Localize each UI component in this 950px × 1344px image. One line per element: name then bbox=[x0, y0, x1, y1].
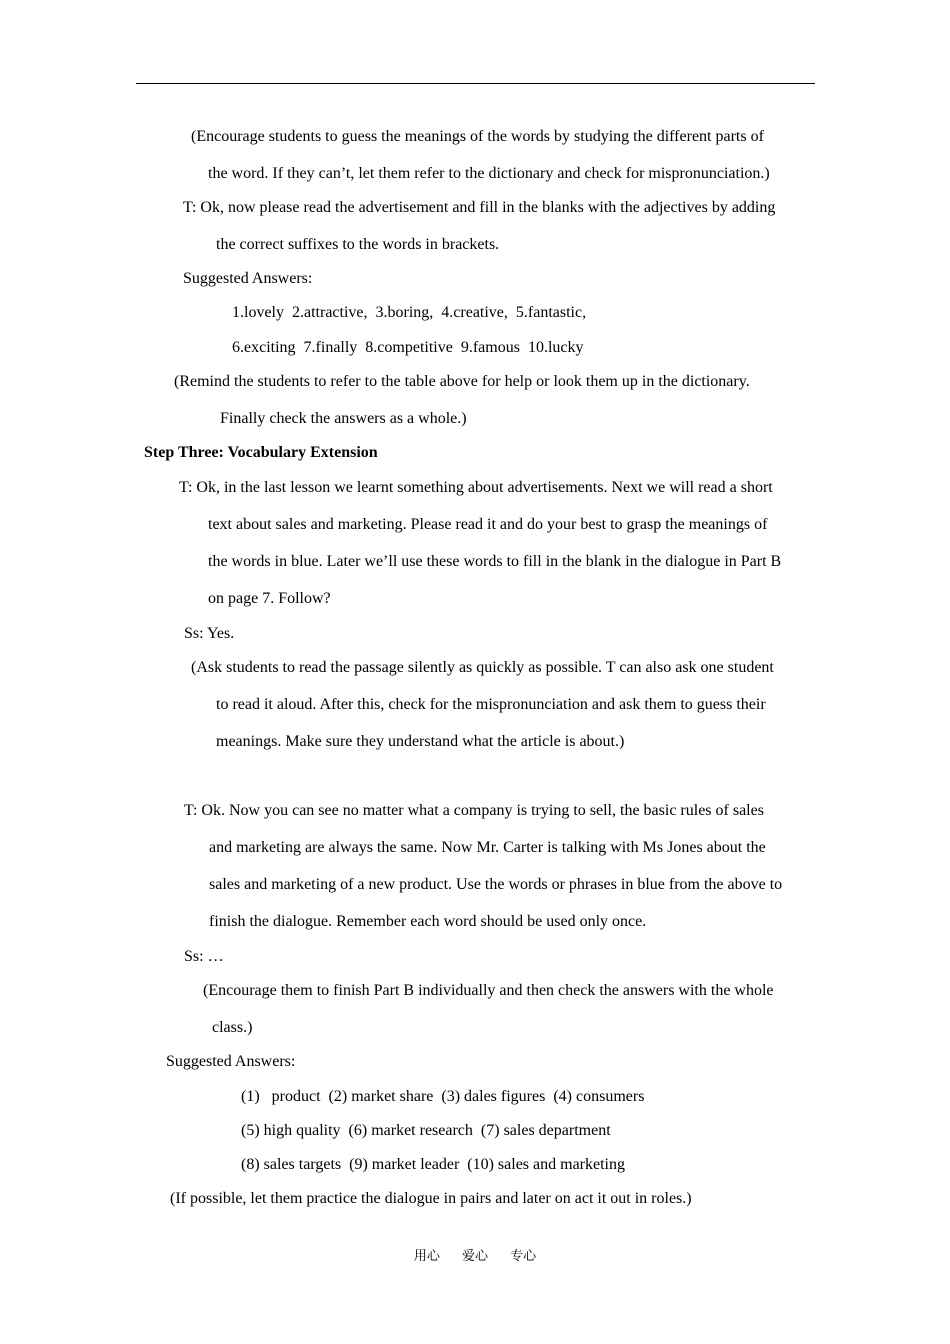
paragraph-line: Suggested Answers: bbox=[166, 1053, 296, 1070]
paragraph-line: finish the dialogue. Remember each word should be used only once. bbox=[209, 913, 647, 930]
paragraph-line: the word. If they can’t, let them refer to the dictionary and check for mispronunciation.) bbox=[208, 165, 770, 182]
paragraph-line: (If possible, let them practice the dialogue in pairs and later on act it out in roles.) bbox=[170, 1190, 692, 1207]
answer-line: (1) product (2) market share (3) dales figures (4) consumers bbox=[241, 1088, 645, 1105]
paragraph-line: (Encourage them to finish Part B individually and then check the answers with the whole bbox=[203, 982, 774, 999]
paragraph-line: the correct suffixes to the words in brackets. bbox=[216, 236, 500, 253]
paragraph-line: on page 7. Follow? bbox=[208, 590, 331, 607]
paragraph-line: Ss: … bbox=[184, 948, 224, 965]
paragraph-line: Ss: Yes. bbox=[184, 625, 235, 642]
answer-line: (8) sales targets (9) market leader (10) sales and marketing bbox=[241, 1156, 625, 1173]
paragraph-line: meanings. Make sure they understand what the article is about.) bbox=[216, 733, 625, 750]
header-rule bbox=[136, 83, 815, 84]
section-heading: Step Three: Vocabulary Extension bbox=[144, 444, 378, 461]
paragraph-line: T: Ok. Now you can see no matter what a company is trying to sell, the basic rules of sales bbox=[184, 802, 764, 819]
paragraph-line: T: Ok, now please read the advertisement and fill in the blanks with the adjectives by adding bbox=[183, 199, 776, 216]
answer-line: (5) high quality (6) market research (7) sales department bbox=[241, 1122, 611, 1139]
paragraph-line: the words in blue. Later we’ll use these words to fill in the blank in the dialogue in Part B bbox=[208, 553, 782, 570]
paragraph-line: sales and marketing of a new product. Use the words or phrases in blue from the above to bbox=[209, 876, 783, 893]
answer-line: 6.exciting 7.finally 8.competitive 9.famous 10.lucky bbox=[232, 339, 584, 356]
paragraph-line: to read it aloud. After this, check for the mispronunciation and ask them to guess their bbox=[216, 696, 766, 713]
paragraph-line: and marketing are always the same. Now Mr. Carter is talking with Ms Jones about the bbox=[209, 839, 766, 856]
paragraph-line: (Ask students to read the passage silently as quickly as possible. T can also ask one student bbox=[191, 659, 774, 676]
paragraph-line: Suggested Answers: bbox=[183, 270, 313, 287]
paragraph-line: Finally check the answers as a whole.) bbox=[220, 410, 467, 427]
paragraph-line: class.) bbox=[212, 1019, 253, 1036]
paragraph-line: T: Ok, in the last lesson we learnt something about advertisements. Next we will read a short bbox=[179, 479, 773, 496]
answer-line: 1.lovely 2.attractive, 3.boring, 4.creative, 5.fantastic, bbox=[232, 304, 587, 321]
page-footer: 用心 爱心 专心 bbox=[413, 1249, 537, 1264]
paragraph-line: text about sales and marketing. Please read it and do your best to grasp the meanings of bbox=[208, 516, 768, 533]
paragraph-line: (Encourage students to guess the meanings of the words by studying the different parts of bbox=[191, 128, 764, 145]
paragraph-line: (Remind the students to refer to the table above for help or look them up in the dictionary. bbox=[174, 373, 750, 390]
